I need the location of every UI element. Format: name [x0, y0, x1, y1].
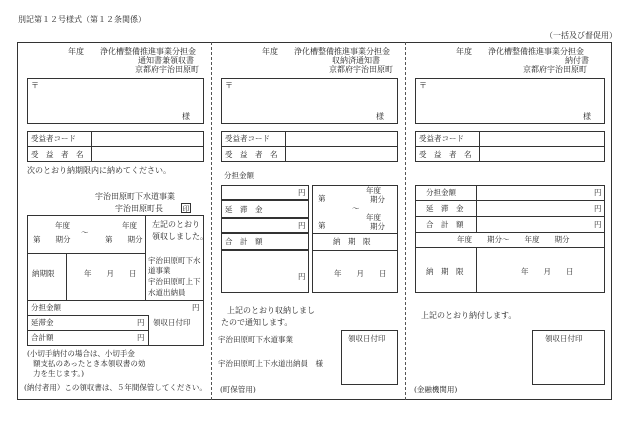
treasurer-1: 宇治田原町下水 — [148, 256, 201, 265]
footer-slip: (金融機関用) — [414, 385, 458, 394]
treasurer-4: 水道出納員 — [148, 288, 186, 297]
cut-line-right — [405, 42, 406, 400]
office-name: 宇治田原町下水道事業 — [218, 335, 293, 344]
mayor-name: 宇治田原町長 — [115, 204, 163, 213]
term-tilde: 〜 — [81, 228, 89, 237]
deadline-label: 納期限 — [32, 269, 55, 278]
issuer: 京都府宇治田原町 — [523, 65, 587, 74]
amount-yen: 円 — [298, 188, 306, 197]
term-top-left: 年度 — [55, 221, 70, 230]
check-note-1: (小切手納付の場合は、小切手金 — [27, 349, 135, 358]
amount-label: 分担金額 — [224, 171, 254, 180]
payee-name-label: 受 益 者 名 — [31, 150, 84, 159]
amount-label: 分担金額 — [426, 188, 456, 197]
sama-label: 様 — [182, 112, 190, 121]
deadline-label: 納 期 限 — [426, 267, 464, 276]
check-note-3: 力を生じます。) — [33, 369, 85, 378]
stamp-label: 領収日付印 — [348, 334, 386, 343]
treasurer-name: 宇治田原町上下水道出納員 様 — [218, 359, 323, 368]
footer-notice: (町保管用) — [220, 385, 256, 394]
deadline-label: 納 期 限 — [333, 237, 371, 246]
title-line2: 収納済通知書 — [332, 56, 380, 65]
total-yen: 円 — [137, 333, 145, 342]
amount-yen: 円 — [594, 188, 602, 197]
term-top-right: 年度 — [122, 221, 137, 230]
check-note-2: 額支払のあったとき本領収書の効 — [33, 359, 146, 368]
late-label: 延 滞 金 — [426, 204, 464, 213]
title-line1: 浄化槽整備推進事業分担金 — [294, 47, 390, 56]
total-cell[interactable] — [221, 250, 309, 293]
seal-mark: 印 — [182, 205, 190, 213]
stamp-label: 領収日付印 — [153, 318, 191, 327]
usage-note: （一括及び督促用） — [545, 31, 617, 40]
issuer: 京都府宇治田原町 — [329, 65, 393, 74]
stamp-label: 領収日付印 — [545, 334, 583, 343]
late-yen: 円 — [298, 221, 306, 230]
receipt-note-1: 上記のとおり収納しまし — [227, 306, 315, 315]
payee-name-label: 受 益 者 名 — [419, 150, 472, 159]
title-line2: 通知書兼領収書 — [138, 56, 194, 65]
address-box[interactable] — [221, 78, 398, 124]
term-row: 年度 期分〜 年度 期分 — [457, 235, 570, 244]
address-box[interactable] — [415, 78, 605, 124]
term-tilde: 〜 — [352, 204, 360, 213]
receipt-note-2: たので通知します。 — [221, 318, 293, 327]
payee-code-label: 受益者コード — [31, 134, 76, 143]
deadline-date: 年 月 日 — [84, 269, 137, 278]
postal-mark: 〒 — [419, 81, 427, 90]
deadline-date: 年 月 日 — [334, 269, 387, 278]
nendo-label: 年度 — [456, 47, 472, 56]
postal-mark: 〒 — [225, 81, 233, 90]
late-label: 延 滞 金 — [225, 205, 263, 214]
total-yen: 円 — [298, 272, 306, 281]
amount-cell[interactable] — [221, 185, 309, 200]
sama-label: 様 — [376, 112, 384, 121]
late-yen: 円 — [594, 204, 602, 213]
received-note-1: 左記のとおり — [152, 220, 200, 229]
footer-receipt: (納付者用）この領収書は、５年間保管してください。 — [24, 383, 207, 392]
term-kibun-1: 期分 — [370, 195, 385, 204]
term-nendo-1: 年度 — [366, 186, 381, 195]
payee-code-label: 受益者コード — [225, 134, 270, 143]
title-line2: 納付書 — [565, 56, 589, 65]
issuer: 京都府宇治田原町 — [135, 65, 199, 74]
form-id: 別記第１２号様式（第１２条関係） — [18, 15, 146, 24]
treasurer-3: 宇治田原町上下 — [148, 277, 201, 286]
amount-yen: 円 — [192, 303, 200, 312]
term-nendo-2: 年度 — [366, 213, 381, 222]
total-label: 合 計 額 — [225, 237, 263, 246]
deadline-date: 年 月 日 — [521, 267, 574, 276]
term-from: 第 期分 — [33, 235, 71, 244]
late-label: 延滞金 — [31, 318, 54, 327]
nendo-label: 年度 — [262, 47, 278, 56]
payee-name-label: 受 益 者 名 — [225, 150, 278, 159]
term-to-label: 第 — [318, 221, 326, 230]
nendo-label: 年度 — [68, 47, 84, 56]
postal-mark: 〒 — [31, 81, 39, 90]
payee-code-label: 受益者コード — [419, 134, 464, 143]
treasurer-2: 道事業 — [148, 266, 171, 275]
title-line1: 浄化槽整備推進事業分担金 — [100, 47, 196, 56]
term-kibun-2: 期分 — [370, 222, 385, 231]
cut-line-left — [211, 42, 212, 400]
office-name: 宇治田原町下水道事業 — [95, 192, 175, 201]
title-line1: 浄化槽整備推進事業分担金 — [488, 47, 584, 56]
instruction: 次のとおり納期限内に納めてください。 — [27, 166, 171, 175]
amount-label: 分担金額 — [31, 303, 61, 312]
term-to: 第 期分 — [105, 235, 143, 244]
paid-note: 上記のとおり納付します。 — [421, 311, 517, 320]
late-yen: 円 — [137, 318, 145, 327]
total-yen: 円 — [594, 220, 602, 229]
total-label: 合計額 — [31, 333, 54, 342]
total-label: 合 計 額 — [426, 220, 464, 229]
term-from-label: 第 — [318, 194, 326, 203]
received-note-2: 領収しました。 — [152, 232, 208, 241]
address-box[interactable] — [27, 78, 204, 124]
late-cell[interactable] — [221, 218, 309, 233]
sama-label: 様 — [583, 112, 591, 121]
